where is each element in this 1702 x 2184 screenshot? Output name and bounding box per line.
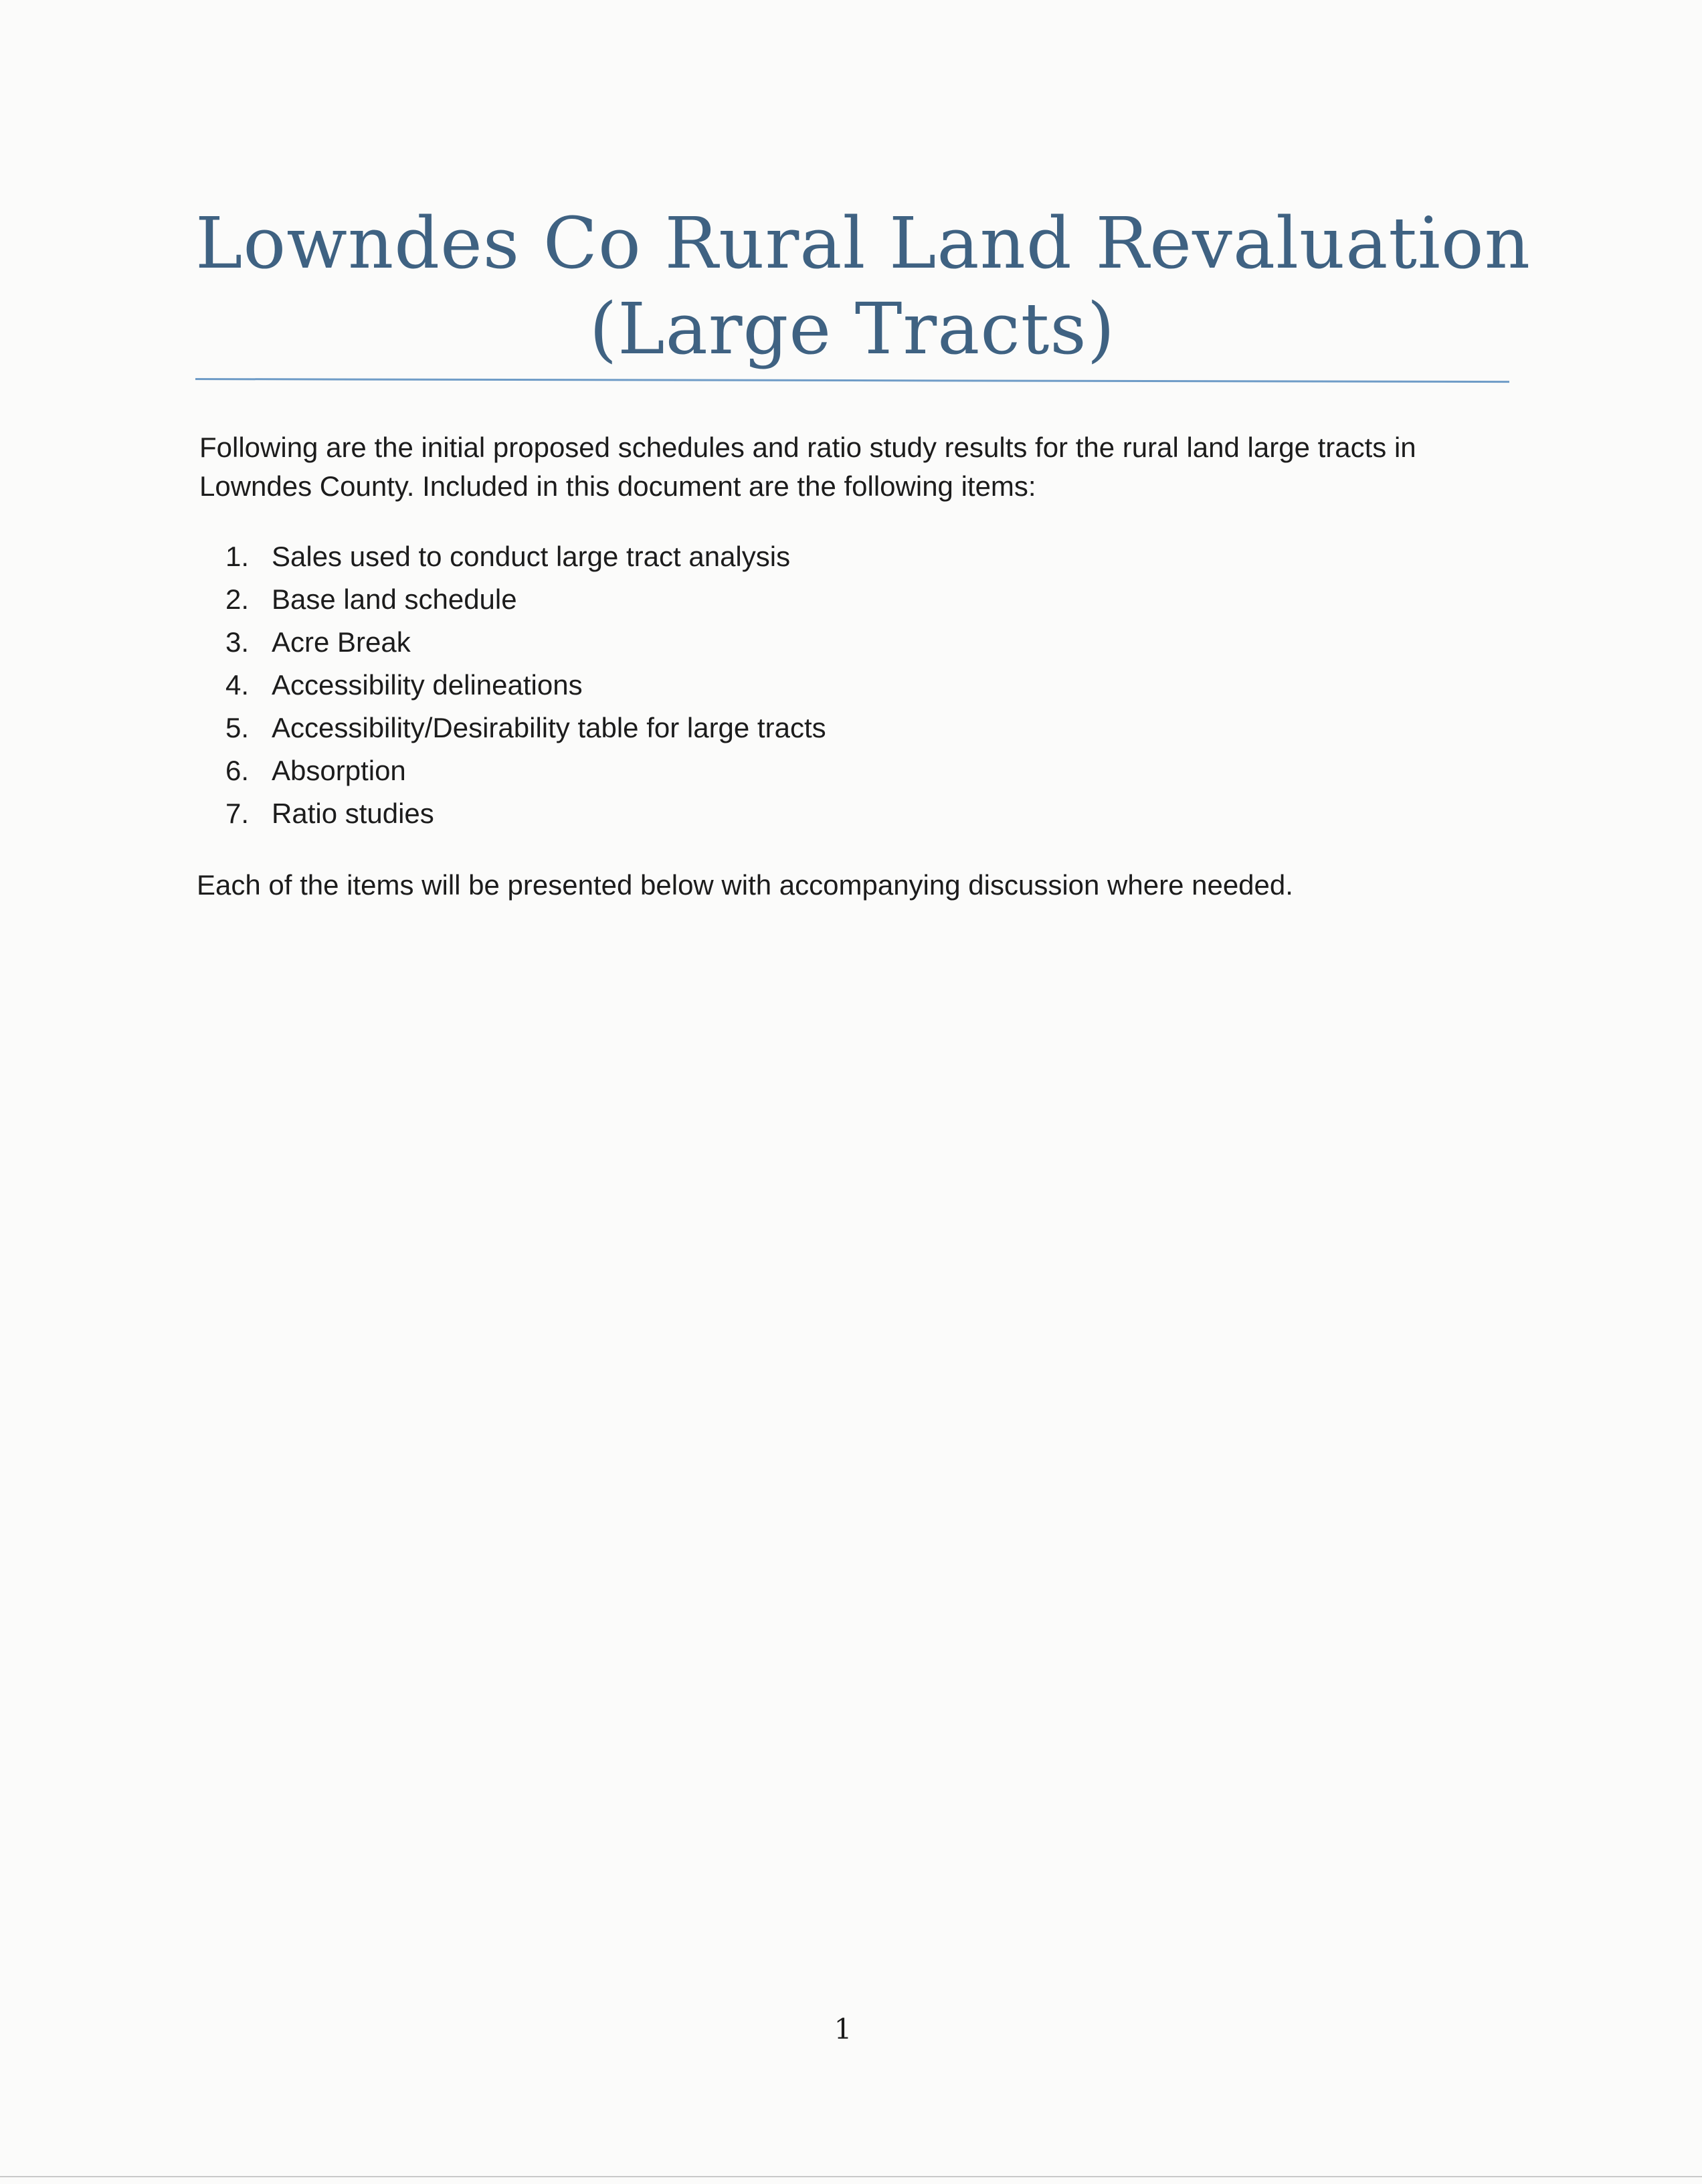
list-item [199,535,1337,578]
list-item-number: 1. [225,541,249,572]
list-item [199,792,1337,835]
list-item [199,664,1337,707]
list-item-text: Accessibility delineations [272,669,583,701]
list-item-text: Ratio studies [272,798,434,829]
page-bottom-edge [0,2176,1702,2177]
list-item-text: Acre Break [272,626,411,658]
list-item [199,621,1337,664]
list-item-number: 7. [225,798,249,829]
list-item-number: 6. [225,755,249,786]
title-divider [195,378,1509,383]
list-item-number: 2. [225,583,249,615]
list-item [199,707,1337,749]
closing-paragraph: Each of the items will be presented below with accompanying discussion where needed. [197,869,1293,901]
page-number: 1 [834,2013,852,2045]
list-item-number: 4. [225,669,249,701]
title-line-2: (Large Tracts) [589,288,1116,370]
list-item [199,578,1337,621]
items-list [199,535,1337,835]
list-item-number: 5. [225,712,249,743]
list-item-text: Base land schedule [272,583,517,615]
list-item-text: Accessibility/Desirability table for large tracts [272,712,826,743]
list-item-text: Absorption [272,755,406,786]
intro-paragraph: Following are the initial proposed schedules and ratio study results for the rural land large tracts in Lowndes County. Included in this document are the following items: [199,432,1416,502]
document-title [195,201,1531,372]
title-line-1: Lowndes Co Rural Land Revaluation [195,202,1531,284]
list-item-text: Sales used to conduct large tract analysis [272,541,791,572]
list-item-number: 3. [225,626,249,658]
list-item [199,749,1337,792]
